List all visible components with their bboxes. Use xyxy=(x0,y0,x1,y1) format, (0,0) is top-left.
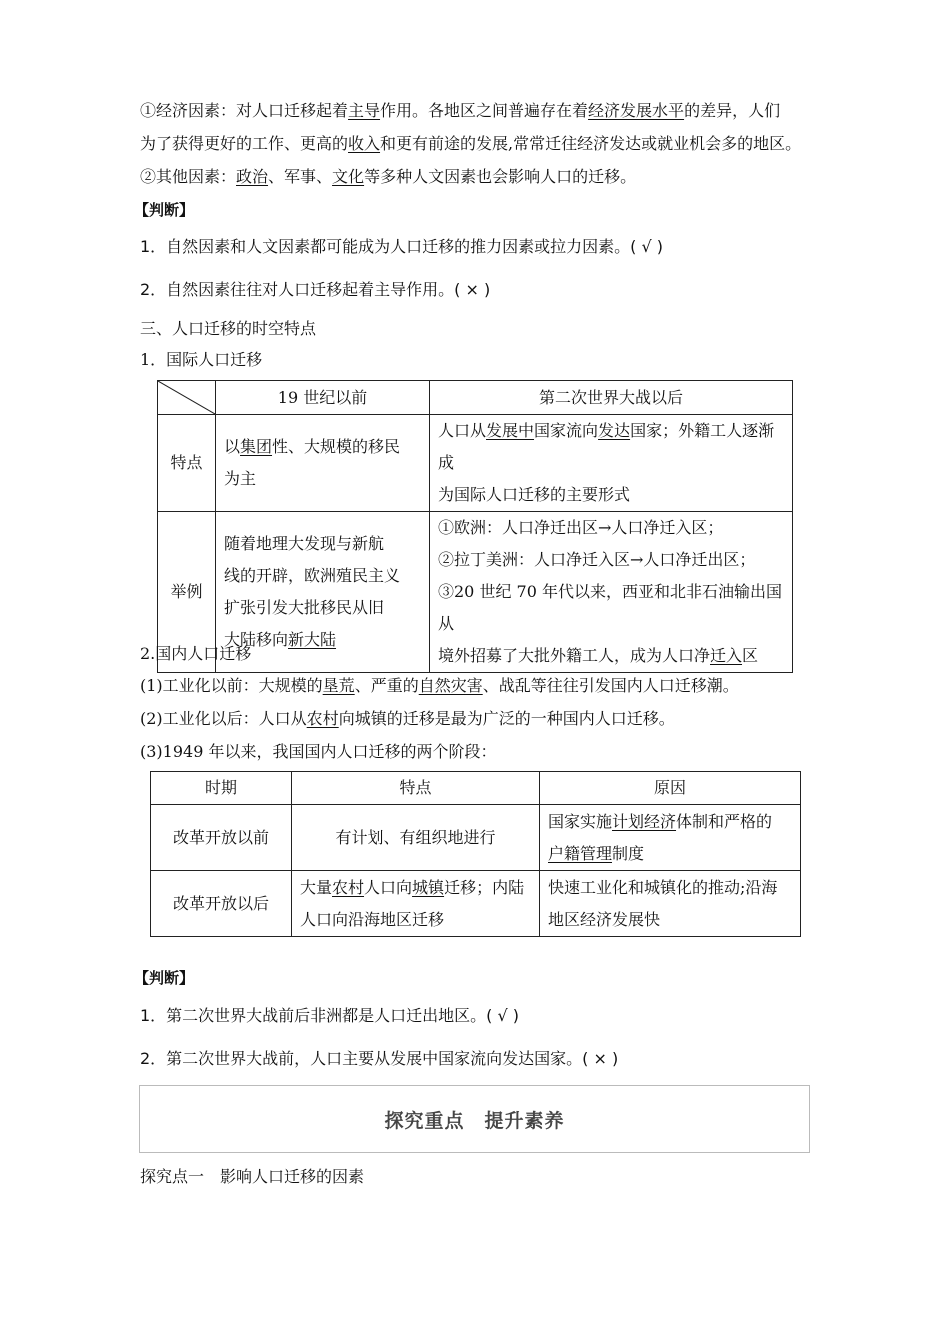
header-before-19c: 19 世纪以前 xyxy=(216,381,430,415)
domestic-item-2 xyxy=(140,709,675,729)
text-run: 快速工业化和城镇化的推动;沿海 xyxy=(548,877,778,897)
feature-after-cell xyxy=(430,415,793,512)
domestic-item-1 xyxy=(140,676,739,696)
text-run: 大量 xyxy=(300,877,333,897)
text-run: 作用。各地区之间普遍存在着 xyxy=(380,101,589,120)
text-run: 制度 xyxy=(612,843,645,863)
text-run: 人口向沿海地区迁移 xyxy=(300,909,445,929)
subsection-title: 2.国内人口迁移 xyxy=(140,644,252,663)
blank-answer: 政治 xyxy=(236,167,269,186)
text-run: 、严重的 xyxy=(354,676,419,695)
blank-answer: 集团 xyxy=(240,437,273,456)
judge-item: 2．自然因素往往对人口迁移起着主导作用。( × ) xyxy=(140,280,491,299)
blank-answer: 迁入 xyxy=(710,646,743,665)
judge-heading: 【判断】 xyxy=(134,969,195,987)
blank-answer: 主导 xyxy=(348,101,381,120)
text-run: 随着地理大发现与新航 xyxy=(224,534,385,553)
blank-answer: 计划经济 xyxy=(612,811,677,831)
blank-answer: 垦荒 xyxy=(322,676,355,695)
blank-answer: 经济发展水平 xyxy=(588,101,685,120)
blank-answer: 城镇 xyxy=(412,877,445,897)
row-label-example: 举例 xyxy=(158,512,216,673)
text-run: (1)工业化以前：大规模的 xyxy=(140,676,323,695)
header-after-ww2: 第二次世界大战以后 xyxy=(430,381,793,415)
text-run: ③20 世纪 70 年代以来，西亚和北非石油输出国从 xyxy=(438,582,782,633)
text-run: 、战乱等往往引发国内人口迁移潮。 xyxy=(482,676,739,695)
text-run: ①经济因素：对人口迁移起着 xyxy=(140,101,349,120)
text-run: 线的开辟，欧洲殖民主义 xyxy=(224,566,401,585)
text-run: (2)工业化以后：人口从 xyxy=(140,709,307,728)
example-after-cell xyxy=(430,512,793,673)
text-run: ②其他因素： xyxy=(140,167,237,186)
blank-answer: 农村 xyxy=(306,709,339,728)
section-banner xyxy=(139,1085,810,1153)
feature-before-reform: 有计划、有组织地进行 xyxy=(292,805,540,871)
text-run: 体制和严格的 xyxy=(676,811,773,831)
blank-answer: 户籍管理 xyxy=(548,843,613,863)
banner-title: 探究重点 提升素养 xyxy=(384,1109,565,1132)
blank-answer: 文化 xyxy=(332,167,365,186)
international-migration-table xyxy=(157,380,793,673)
judge-item: 1．第二次世界大战前后非洲都是人口迁出地区。( √ ) xyxy=(140,1006,520,1025)
text-run: ①欧洲：人口净迁出区→人口净迁入区； xyxy=(438,518,724,537)
text-run: 国家；外籍工人逐渐成 xyxy=(438,421,775,472)
text-run: 境外招募了大批外籍工人，成为人口净 xyxy=(438,646,711,665)
text-run: 为国际人口迁移的主要形式 xyxy=(438,485,631,504)
blank-answer: 自然灾害 xyxy=(418,676,483,695)
judge-heading: 【判断】 xyxy=(134,201,195,219)
feature-before-cell xyxy=(216,415,430,512)
blank-answer: 新大陆 xyxy=(288,630,337,649)
reason-after-reform xyxy=(540,871,801,937)
text-run: ②拉丁美洲：人口净迁入区→人口净迁出区； xyxy=(438,550,756,569)
header-feature: 特点 xyxy=(292,772,540,805)
econ-factor-line-1 xyxy=(140,101,780,121)
period-after-reform: 改革开放以后 xyxy=(151,871,292,937)
text-run: 区 xyxy=(742,646,759,665)
feature-after-reform xyxy=(292,871,540,937)
period-before-reform: 改革开放以前 xyxy=(151,805,292,871)
header-period: 时期 xyxy=(151,772,292,805)
text-run: 为了获得更好的工作、更高的 xyxy=(140,134,349,153)
header-reason: 原因 xyxy=(540,772,801,805)
text-run: 为主 xyxy=(224,469,257,488)
section-title: 三、人口迁移的时空特点 xyxy=(140,319,317,338)
text-run: 等多种人文因素也会影响人口的迁移。 xyxy=(364,167,637,186)
text-run: 人口从 xyxy=(438,421,487,440)
domestic-migration-table xyxy=(150,771,801,937)
text-run: 以 xyxy=(224,437,241,456)
row-label-feature: 特点 xyxy=(158,415,216,512)
subsection-title: 1．国际人口迁移 xyxy=(140,350,263,369)
text-run: 地区经济发展快 xyxy=(548,909,661,929)
diagonal-header-cell xyxy=(158,381,216,415)
text-run: 的差异，人们 xyxy=(684,101,781,120)
explore-point-title: 探究点一 影响人口迁移的因素 xyxy=(140,1167,365,1186)
text-run: 国家流向 xyxy=(534,421,599,440)
econ-factor-line-2 xyxy=(140,134,801,154)
text-run: 、军事、 xyxy=(268,167,333,186)
text-run: 向城镇的迁移是最为广泛的一种国内人口迁移。 xyxy=(338,709,675,728)
diagonal-line xyxy=(158,381,215,414)
blank-answer: 发展中 xyxy=(486,421,535,440)
other-factor-line xyxy=(140,167,636,187)
blank-answer: 农村 xyxy=(332,877,365,897)
text-run: 和更有前途的发展,常常迁往经济发达或就业机会多的地区。 xyxy=(380,134,802,153)
blank-answer: 收入 xyxy=(348,134,381,153)
blank-answer: 发达 xyxy=(598,421,631,440)
text-run: 迁移；内陆 xyxy=(444,877,525,897)
text-run: 扩张引发大批移民从旧 xyxy=(224,598,385,617)
text-run: 性、大规模的移民 xyxy=(272,437,401,456)
text-run: 人口向 xyxy=(364,877,413,897)
judge-item: 1．自然因素和人文因素都可能成为人口迁移的推力因素或拉力因素。( √ ) xyxy=(140,237,664,256)
domestic-item-3: (3)1949 年以来，我国国内人口迁移的两个阶段： xyxy=(140,742,497,761)
text-run: 国家实施 xyxy=(548,811,613,831)
judge-item: 2．第二次世界大战前，人口主要从发展中国家流向发达国家。( × ) xyxy=(140,1049,619,1068)
reason-before-reform xyxy=(540,805,801,871)
text-run: 大陆移向 xyxy=(224,630,289,649)
